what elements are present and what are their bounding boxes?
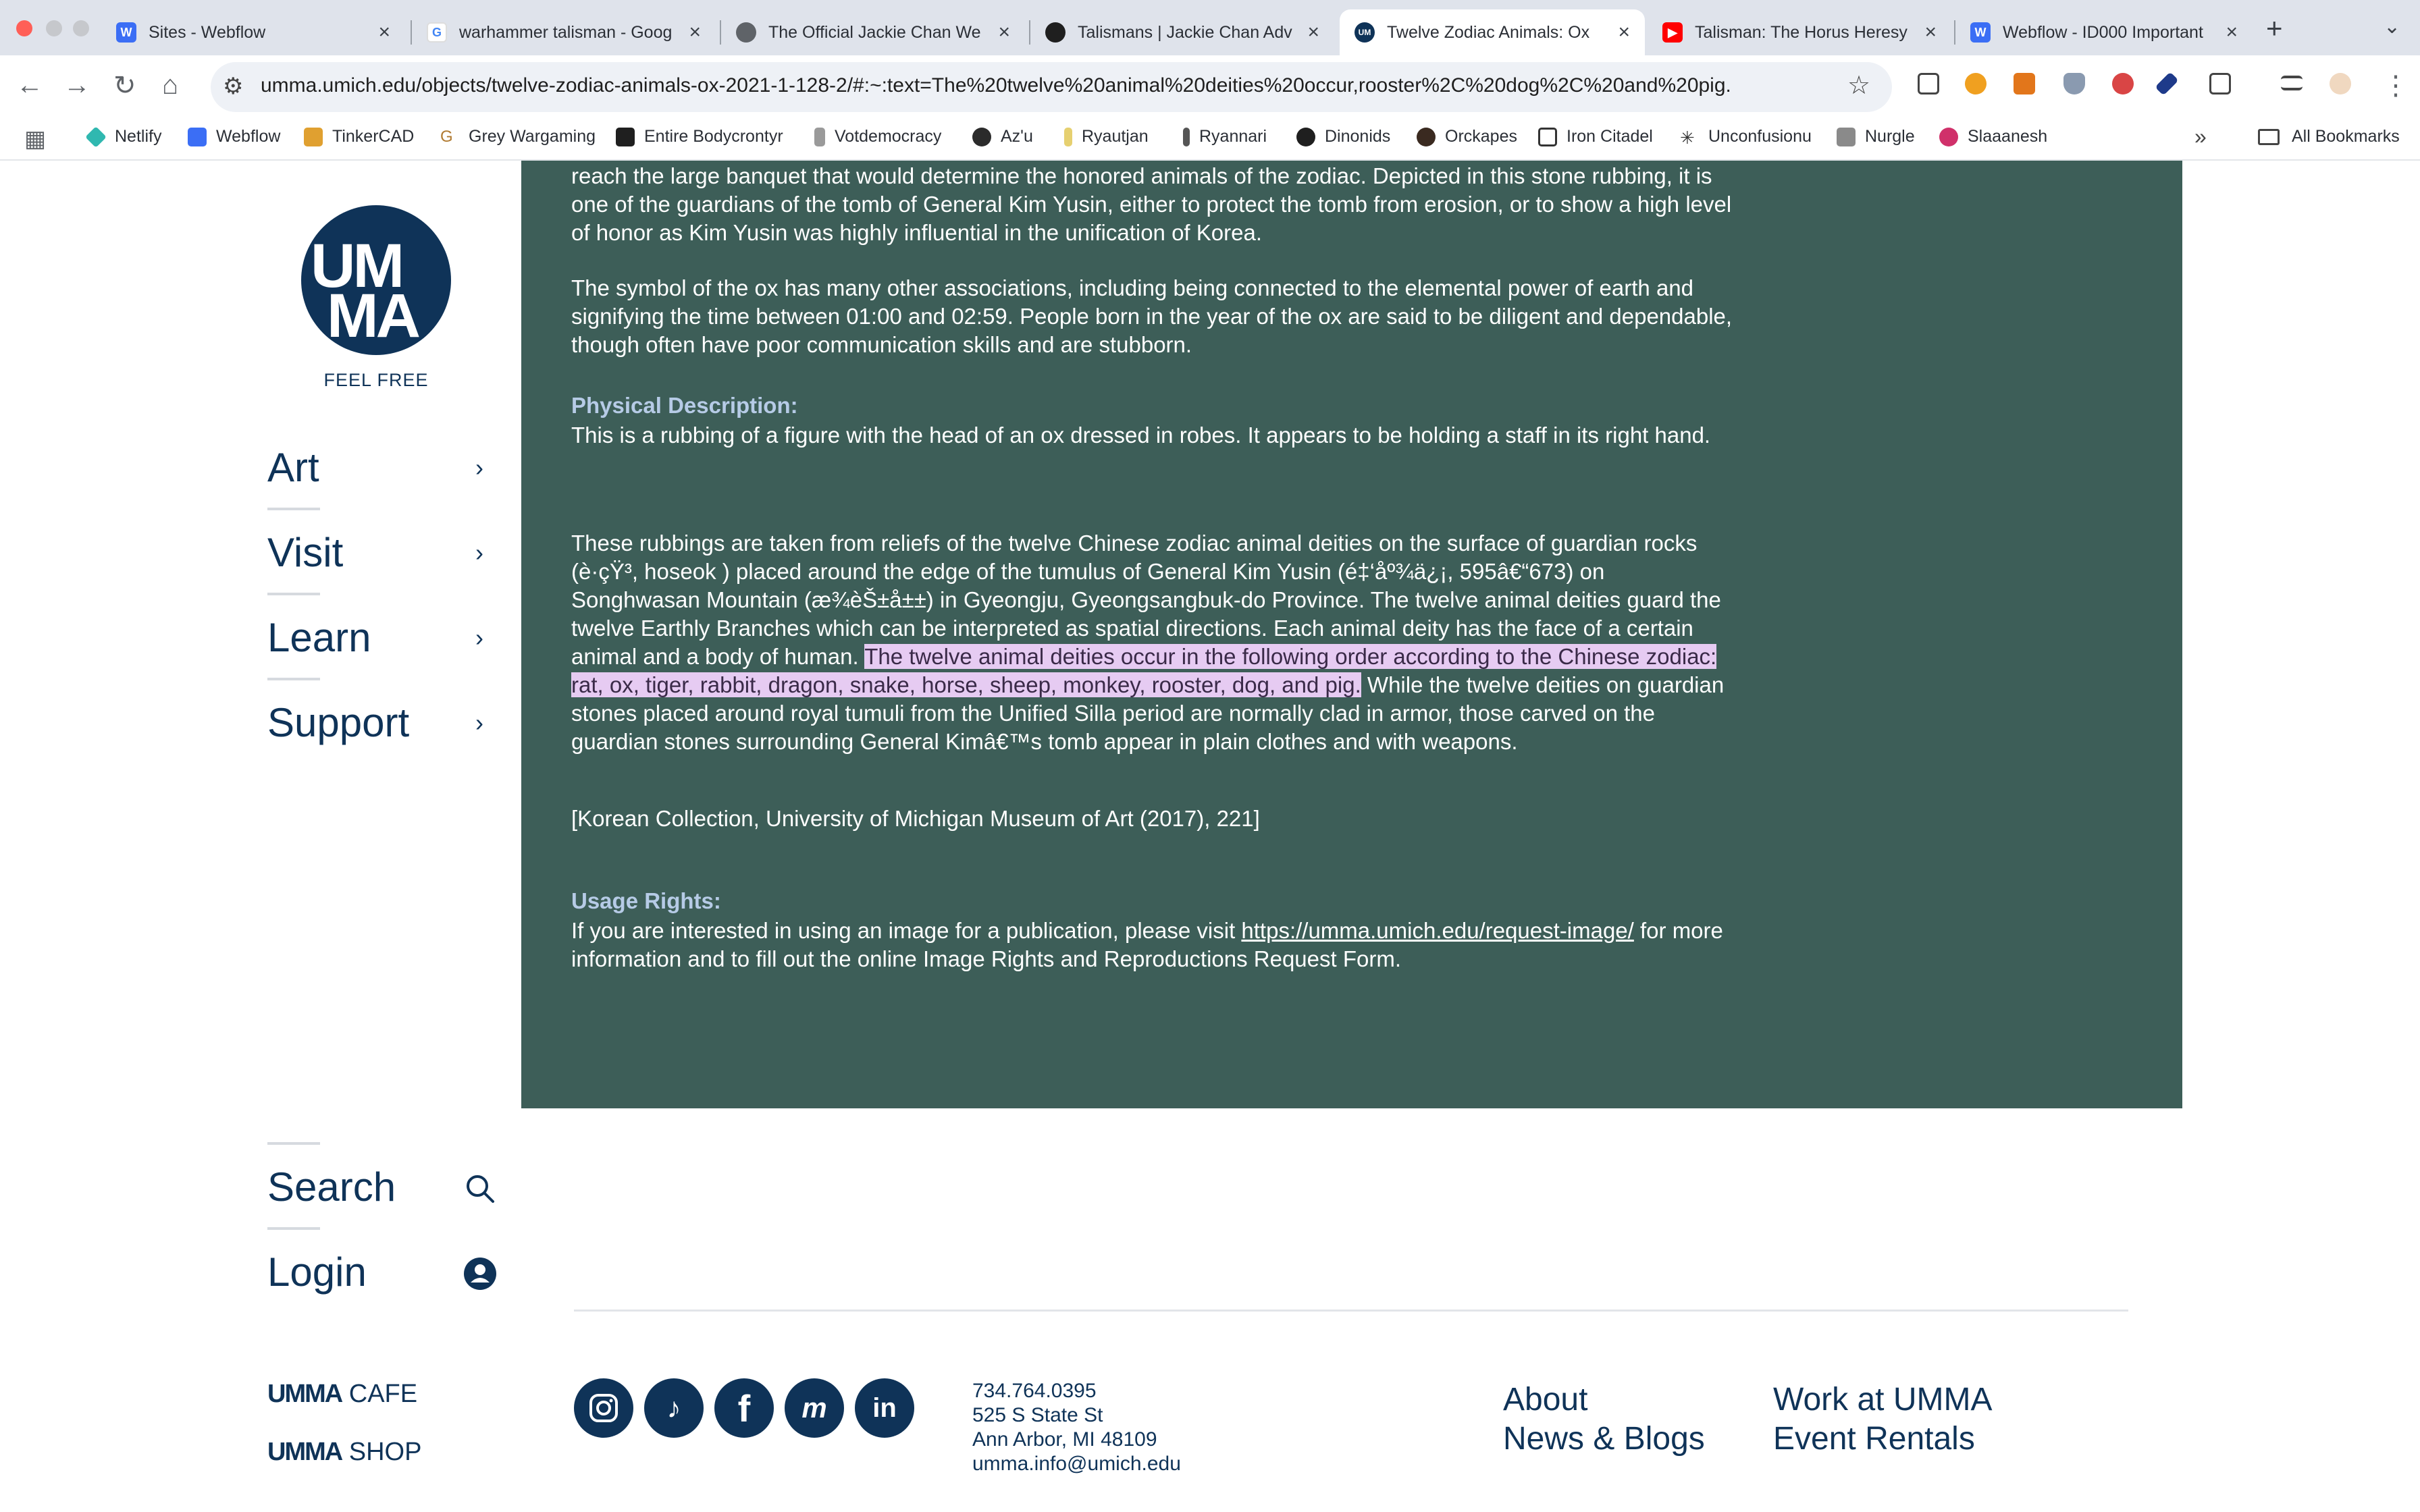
close-tab-icon[interactable]: × [1618, 21, 1630, 43]
close-window-button[interactable] [16, 20, 32, 36]
physical-description-heading: Physical Description: [571, 393, 798, 418]
umma-icon: UM [1354, 22, 1375, 43]
bookmark-label: Dinonids [1325, 127, 1391, 146]
puzzle-icon[interactable] [2209, 73, 2231, 94]
footer-link-about[interactable]: About [1503, 1382, 1588, 1418]
dinonids-icon [1296, 128, 1315, 146]
azu-icon [972, 128, 991, 146]
youtube-icon: ▶ [1662, 22, 1683, 43]
forward-icon[interactable]: → [63, 70, 90, 100]
nurgle-icon [1837, 128, 1856, 146]
nav-label: Art [267, 445, 319, 490]
search-icon [463, 1172, 497, 1206]
qr-code-icon[interactable] [1918, 73, 1939, 94]
highlighted-text: The twelve animal deities occur in the following order according to the Chinese zodiac: rat, ox, tiger, rabbit, dragon, snake, horse, sheep, monkey, rooster, dog, and pig. [571, 644, 1717, 697]
bookmark-label: Ryannari [1199, 127, 1267, 146]
bookmark-label: Orckapes [1445, 127, 1517, 146]
email-address[interactable]: umma.info@umich.edu [972, 1453, 1181, 1475]
user-icon [463, 1257, 497, 1291]
footer-link-event-rentals[interactable]: Event Rentals [1773, 1421, 1975, 1457]
tab-6[interactable] [1955, 9, 2253, 55]
bookmark-label: Ryautjan [1082, 127, 1149, 146]
ryannari-icon [1183, 128, 1190, 146]
logo-text-bottom: MA [327, 281, 419, 350]
bookmark-label: Webflow [216, 127, 281, 146]
netlify-icon [85, 126, 107, 148]
bookmark-ryannari[interactable] [1183, 127, 1267, 146]
tab-0[interactable] [101, 9, 405, 55]
bookmark-unconfusionu[interactable] [1680, 127, 1812, 146]
nav-item-learn[interactable] [267, 614, 483, 662]
zoom-window-button[interactable] [73, 20, 89, 36]
nav-label: Learn [267, 615, 371, 660]
logo-text-top: UM [311, 232, 402, 300]
nav-item-support[interactable] [267, 699, 483, 747]
close-tab-icon[interactable]: × [378, 21, 390, 43]
bookmark-iron-citadel[interactable] [1538, 127, 1653, 146]
tab-search-chevron-icon[interactable]: ⌄ [2384, 16, 2401, 38]
nav-divider [267, 678, 320, 680]
reload-icon[interactable]: ↻ [113, 71, 136, 101]
jackie-chan-icon [1045, 22, 1066, 43]
profile-avatar-icon[interactable] [2330, 73, 2351, 94]
more-bookmarks-chevron-icon[interactable]: » [2194, 124, 2207, 148]
nav-label: Visit [267, 530, 344, 575]
paragraph-ox-symbol: The symbol of the ox has many other associations, including being connected to the elemental power of earth and signifying the time between 01:00 and 02:59. People born in the year of the ox are said to be diligent and dependable, though often have poor communication skills and are stubborn. [571, 275, 1733, 357]
city-address: Ann Arbor, MI 48109 [972, 1428, 1157, 1451]
asterisk-icon: ✳ [1680, 127, 1695, 148]
street-address: 525 S State St [972, 1404, 1103, 1426]
nav-divider [267, 593, 320, 595]
usage-text: If you are interested in using an image for a publication, please visit [571, 918, 1242, 943]
bookmark-tinkercad[interactable] [304, 127, 414, 146]
all-bookmarks-label: All Bookmarks [2292, 127, 2400, 146]
bookmark-entire-bodycrontyr[interactable] [616, 127, 783, 146]
g-letter-icon: G [440, 128, 459, 146]
chevron-right-icon: › [475, 624, 483, 651]
bookmark-azu[interactable] [972, 127, 1033, 146]
site-info-icon[interactable]: ⚙ [223, 74, 244, 99]
bookmark-label: Entire Bodycrontyr [644, 127, 783, 146]
folder-icon [2258, 129, 2280, 145]
apps-grid-icon[interactable]: ▦ [24, 126, 47, 152]
all-bookmarks-button[interactable] [2258, 127, 2400, 146]
bookmark-label: Slaaanesh [1968, 127, 2048, 146]
phone-number[interactable]: 734.764.0395 [972, 1380, 1097, 1402]
divider [267, 1227, 320, 1230]
umma-wordmark: UMMA [267, 1380, 342, 1408]
bookmark-ryautjan[interactable] [1064, 127, 1149, 146]
request-image-link[interactable]: https://umma.umich.edu/request-image/ [1241, 918, 1634, 943]
chevron-right-icon: › [475, 454, 483, 481]
bookmark-orckapes[interactable] [1417, 127, 1517, 146]
tab-5[interactable] [1648, 9, 1951, 55]
bookmark-dinonids[interactable] [1296, 127, 1390, 146]
chevron-right-icon: › [475, 539, 483, 566]
instagram-icon[interactable] [574, 1378, 633, 1438]
target-icon[interactable] [2112, 73, 2134, 94]
login-label: Login [267, 1249, 367, 1295]
footer-divider [574, 1310, 2128, 1312]
home-icon[interactable]: ⌂ [162, 70, 179, 100]
url-text[interactable]: umma.umich.edu/objects/twelve-zodiac-animals-ox-2021-1-128-2/#:~:text=The%20twelve%20animal%20deities%20occur,rooster%2C%20dog%2C%20and%20pig. [261, 74, 1731, 97]
nav-divider [267, 508, 320, 510]
umma-shop-link[interactable] [267, 1438, 421, 1467]
google-icon: G [427, 22, 447, 43]
divider [267, 1142, 320, 1145]
back-icon[interactable]: ← [16, 70, 43, 100]
bodycrontyr-icon [616, 128, 635, 146]
bookmark-webflow[interactable] [188, 127, 280, 146]
ryautjan-icon [1064, 128, 1072, 146]
bookmark-label: Az'u [1001, 127, 1033, 146]
usage-text-continued: for more information and to fill out the online Image Rights and Reproductions Request Form. [571, 918, 1723, 971]
linkedin-icon[interactable]: in [855, 1378, 914, 1438]
close-tab-icon[interactable]: × [1307, 21, 1319, 43]
umma-cafe-link[interactable] [267, 1380, 417, 1409]
tab-4-active[interactable] [1340, 9, 1645, 55]
search-label: Search [267, 1164, 396, 1210]
webflow-icon [188, 128, 207, 146]
paragraph-rubbings [571, 529, 1739, 756]
tab-title: warhammer talisman - Goog [459, 22, 673, 42]
minimize-window-button[interactable] [46, 20, 62, 36]
bookmark-netlify[interactable] [86, 127, 161, 146]
votdemocracy-icon [814, 128, 825, 146]
bookmark-label: Votdemocracy [835, 127, 942, 146]
bookmark-label: Unconfusionu [1708, 127, 1812, 146]
facebook-icon[interactable]: f [714, 1378, 774, 1438]
tinkercad-icon [304, 128, 323, 146]
bookmark-grey-wargaming[interactable] [440, 127, 596, 146]
bookmark-slaaanesh[interactable] [1939, 127, 2047, 146]
bookmark-star-icon[interactable]: ☆ [1847, 72, 1871, 100]
slaaanesh-icon [1939, 128, 1958, 146]
bookmark-label: Nurgle [1865, 127, 1915, 146]
bookmark-label: TinkerCAD [332, 127, 415, 146]
umma-wordmark: UMMA [267, 1438, 342, 1466]
usage-rights-text [571, 917, 1739, 973]
footer-link-work-at-umma[interactable]: Work at UMMA [1773, 1382, 1993, 1418]
globe-icon [736, 22, 756, 43]
new-tab-icon[interactable]: + [2266, 12, 2283, 44]
physical-description-text: This is a rubbing of a figure with the head of an ox dressed in robes. It appears to be holding a staff in its right hand. [571, 423, 1711, 448]
bookmark-votdemocracy[interactable] [814, 127, 941, 146]
rubbing-text-continued: While the twelve deities on guardian stones placed around royal tumuli from the Unified Silla period are normally clad in armor, those carved on the guardian stones surrounding General Kimâ€™s tomb appear in plain clothes and with weapons. [571, 672, 1725, 754]
bookmark-nurgle[interactable] [1837, 127, 1915, 146]
shield-icon[interactable] [2063, 73, 2085, 94]
rubbing-text: These rubbings are taken from reliefs of the twelve Chinese zodiac animal deities on the surface of guardian rocks (è·çŸ³, hoseok ) placed around the edge of the tumulus of General Kim Yusin (é‡‘åº¾ä¿¡, 595â€“673) on Songhwasan Mountain (æ¾èŠ±å±±) in Gyeongju, Gyeongsangbuk-do Province. The twelve animal deities guard the twelve Earthly Branches which can be interpreted as spatial directions. Each animal deity has the face of a certain animal and a body of human. [571, 531, 1721, 669]
iron-citadel-icon [1538, 128, 1557, 146]
webflow-icon: W [1970, 22, 1991, 43]
umma-logo[interactable] [301, 205, 451, 355]
bookmark-label: Grey Wargaming [469, 127, 596, 146]
close-tab-icon[interactable]: × [2226, 21, 2238, 43]
metamask-icon[interactable] [2014, 73, 2035, 94]
tab-1[interactable] [412, 9, 716, 55]
close-tab-icon[interactable]: × [998, 21, 1010, 43]
extension-person-icon[interactable] [1965, 73, 1987, 94]
bookmark-label: Iron Citadel [1567, 127, 1653, 146]
tab-title: Webflow - ID000 Important [2003, 22, 2203, 42]
media-controls-icon[interactable] [2281, 76, 2303, 90]
tagline: FEEL FREE [323, 370, 429, 390]
tab-2[interactable] [721, 9, 1025, 55]
menu-dots-icon[interactable]: ⋮ [2382, 71, 2409, 101]
m-icon[interactable]: m [785, 1378, 844, 1438]
shop-label: SHOP [348, 1438, 422, 1466]
tab-3[interactable] [1030, 9, 1334, 55]
paragraph-banquet: reach the large banquet that would determine the honored animals of the zodiac. Depicted in this stone rubbing, it is one of the guardians of the tomb of General Kim Yusin, either to protect the tomb from erosion, or to show a high level of honor as Kim Yusin was highly influential in the unification of Korea. [571, 163, 1732, 245]
bookmark-label: Netlify [115, 127, 162, 146]
chevron-right-icon: › [475, 709, 483, 736]
close-tab-icon[interactable]: × [689, 21, 701, 43]
tab-title: The Official Jackie Chan We [768, 22, 981, 42]
footer-link-news-blogs[interactable]: News & Blogs [1503, 1421, 1705, 1457]
close-tab-icon[interactable]: × [1924, 21, 1937, 43]
tab-title: Talismans | Jackie Chan Adv [1078, 22, 1292, 42]
webflow-icon: W [116, 22, 136, 43]
tab-title: Sites - Webflow [149, 22, 266, 42]
cafe-label: CAFE [348, 1380, 418, 1408]
citation: [Korean Collection, University of Michigan Museum of Art (2017), 221] [571, 806, 1260, 831]
tab-title: Twelve Zodiac Animals: Ox [1387, 22, 1590, 42]
search-link[interactable] [267, 1164, 497, 1211]
tab-title: Talisman: The Horus Heresy [1695, 22, 1908, 42]
nav-label: Support [267, 700, 410, 745]
login-link[interactable] [267, 1249, 497, 1296]
orckapes-icon [1417, 128, 1436, 146]
tiktok-icon[interactable]: ♪ [644, 1378, 704, 1438]
nav-item-art[interactable] [267, 444, 483, 491]
nav-item-visit[interactable] [267, 529, 483, 576]
usage-rights-heading: Usage Rights: [571, 888, 721, 913]
